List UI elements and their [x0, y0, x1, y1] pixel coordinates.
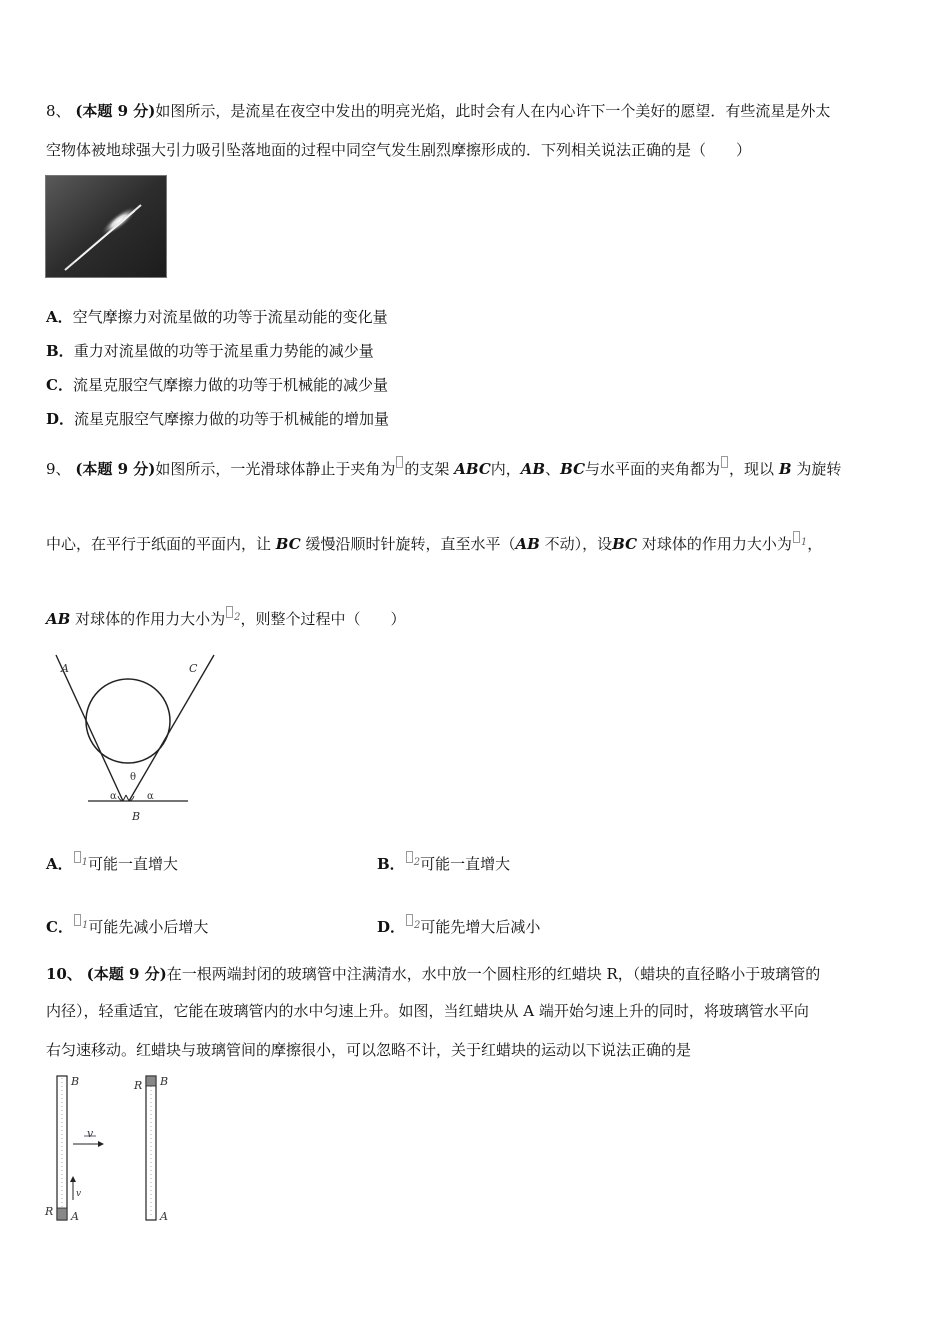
label-b: B — [132, 810, 141, 823]
q9-text: ， — [807, 535, 823, 553]
q9-text: ，现以 — [729, 460, 775, 478]
option-letter: B． — [377, 855, 405, 873]
q9-text: 、 — [545, 460, 561, 478]
option-letter: D． — [377, 918, 406, 936]
q9-text: 不动），设 — [544, 535, 613, 553]
q9-var-bc: BC — [560, 460, 586, 478]
q9-number: 9、 — [46, 460, 71, 478]
q9-line3 — [46, 606, 406, 629]
meteor-photo — [45, 175, 167, 278]
q9-text: 对球体的作用力大小为 — [641, 535, 792, 553]
force-subscript: 2 — [234, 612, 241, 623]
label-theta: θ — [130, 772, 137, 783]
label-b-right: B — [160, 1075, 169, 1088]
glass-tube-diagram — [40, 1070, 190, 1230]
q9-score: (本题 9 分) — [75, 460, 156, 478]
theta-placeholder-icon — [396, 456, 403, 468]
force-placeholder-icon — [74, 851, 81, 863]
q9-text: 中心，在平行于纸面的平面内，让 — [46, 535, 272, 553]
q8-line2: 空物体被地球强大引力吸引坠落地面的过程中同空气发生剧烈摩擦形成的．下列相关说法正确的是（ ） — [46, 141, 752, 159]
q9-var-b: B — [778, 460, 792, 478]
q10-text-1: 在一根两端封闭的玻璃管中注满清水，水中放一个圆柱形的红蜡块 R，（蜡块的直径略小于玻璃管的 — [166, 965, 821, 983]
label-b-left: B — [71, 1075, 80, 1088]
q9-line2 — [46, 531, 822, 554]
q9-text: ，则整个过程中（ ） — [240, 610, 406, 628]
option-text: 流星克服空气摩擦力做的功等于机械能的减少量 — [72, 376, 388, 394]
force-subscript: 2 — [414, 920, 421, 931]
q8-option-b[interactable] — [46, 341, 374, 361]
option-text: 可能一直增大 — [420, 855, 511, 873]
q9-text: 缓慢沿顺时针旋转，直至水平（ — [305, 535, 516, 553]
q8-option-c[interactable] — [46, 375, 388, 395]
option-text: 可能先减小后增大 — [88, 918, 209, 936]
q8-score: (本题 9 分) — [75, 102, 156, 120]
q10-number: 10、 — [46, 965, 82, 983]
label-c: C — [189, 662, 198, 675]
label-a-right: A — [160, 1210, 168, 1223]
q9-var-ab: AB — [520, 460, 546, 478]
q9-line1 — [46, 456, 841, 479]
q9-text: 内， — [490, 460, 521, 478]
bracket-ab — [56, 655, 123, 801]
label-alpha-left: α — [110, 791, 117, 802]
q9-option-c[interactable] — [46, 914, 208, 937]
q8-number: 8、 — [46, 102, 71, 120]
force-subscript: 1 — [81, 920, 89, 931]
tube-right — [133, 1075, 168, 1223]
q9-text: 如图所示，一光滑球体静止于夹角为 — [155, 460, 396, 478]
force-subscript: 1 — [800, 537, 808, 548]
label-a: A — [61, 662, 69, 675]
option-text: 重力对流星做的功等于流星重力势能的减少量 — [73, 342, 374, 360]
option-letter: B． — [46, 342, 74, 360]
q8-line1 — [46, 101, 830, 121]
option-letter: A． — [46, 855, 73, 873]
option-letter: C． — [46, 918, 73, 936]
force-placeholder-icon — [406, 851, 413, 863]
q10-line3: 右匀速移动。红蜡块与玻璃管间的摩擦很小，可以忽略不计，关于红蜡块的运动以下说法正确的是 — [46, 1041, 692, 1059]
option-text: 空气摩擦力对流星做的功等于流星动能的变化量 — [72, 308, 388, 326]
option-text: 可能先增大后减小 — [420, 918, 541, 936]
wax-block — [146, 1076, 156, 1086]
q9-text: 为旋转 — [796, 460, 842, 478]
force-subscript: 2 — [413, 857, 421, 868]
q8-text-1: 如图所示，是流星在夜空中发出的明亮光焰，此时会有人在内心许下一个美好的愿望．有些流星是外太 — [155, 102, 831, 120]
ball — [86, 679, 170, 763]
q10-score: (本题 9 分) — [86, 965, 167, 983]
label-a-left: A — [71, 1210, 79, 1223]
force-subscript: 1 — [81, 857, 89, 868]
q9-text: 对球体的作用力大小为 — [75, 610, 226, 628]
option-letter: D． — [46, 410, 75, 428]
q9-option-d[interactable] — [377, 914, 540, 937]
q9-var-ab: AB — [515, 535, 540, 553]
force-placeholder-icon — [406, 914, 413, 926]
label-v-vertical: v — [76, 1189, 82, 1199]
bracket-bc — [129, 655, 214, 801]
ball-bracket-diagram — [46, 650, 196, 825]
label-r-right: R — [134, 1079, 143, 1092]
q9-text: 的支架 — [404, 460, 450, 478]
wax-block — [57, 1208, 67, 1220]
q9-var-bc: BC — [275, 535, 301, 553]
q10-line1 — [46, 964, 820, 984]
q9-var-bc: BC — [612, 535, 638, 553]
q8-option-d[interactable] — [46, 409, 389, 429]
option-letter: C． — [46, 376, 73, 394]
tube-left — [44, 1075, 104, 1223]
label-alpha-right: α — [147, 791, 154, 802]
q8-option-a[interactable] — [46, 307, 388, 327]
option-letter: A． — [46, 308, 73, 326]
q9-var-abc: ABC — [454, 460, 491, 478]
q9-text: 与水平面的夹角都为 — [585, 460, 721, 478]
option-text: 流星克服空气摩擦力做的功等于机械能的增加量 — [74, 410, 390, 428]
q9-var-ab: AB — [46, 610, 71, 628]
q10-line2: 内径），轻重适宜，它能在玻璃管内的水中匀速上升。如图，当红蜡块从 A 端开始匀速上升的同时，将玻璃管水平向 — [46, 1002, 809, 1020]
force-placeholder-icon — [226, 606, 233, 618]
label-v-horizontal: v — [87, 1127, 94, 1140]
q9-option-b[interactable] — [377, 851, 510, 874]
force-placeholder-icon — [793, 531, 800, 543]
q9-option-a[interactable] — [46, 851, 178, 874]
option-text: 可能一直增大 — [88, 855, 179, 873]
alpha-placeholder-icon — [721, 456, 728, 468]
label-r: R — [45, 1205, 54, 1218]
force-placeholder-icon — [74, 914, 81, 926]
